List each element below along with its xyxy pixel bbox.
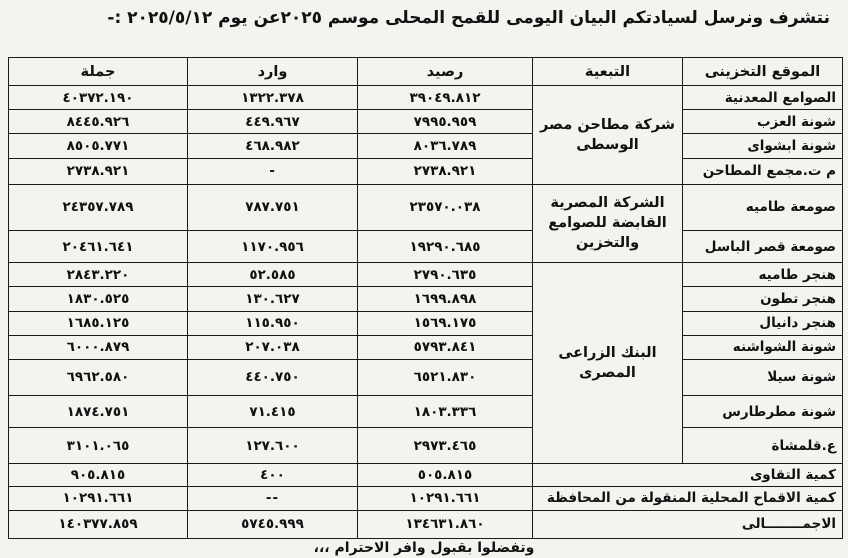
location-cell: هنجر تطون bbox=[683, 287, 843, 311]
wheat-report-table bbox=[8, 57, 843, 539]
incoming-cell: ٥٧٤٥.٩٩٩ bbox=[188, 510, 358, 538]
balance-cell: ٢٧٩٠.٦٣٥ bbox=[358, 263, 533, 287]
seeds-row bbox=[9, 464, 843, 486]
table-row bbox=[9, 158, 843, 184]
balance-cell: ١٣٤٦٣١.٨٦٠ bbox=[358, 510, 533, 538]
balance-cell: ٦٥٢١.٨٣٠ bbox=[358, 359, 533, 395]
grand-total-row bbox=[9, 510, 843, 538]
incoming-cell: ١١٧٠.٩٥٦ bbox=[188, 231, 358, 263]
balance-cell: ١٩٢٩٠.٦٨٥ bbox=[358, 231, 533, 263]
location-cell: الصوامع المعدنية bbox=[683, 86, 843, 110]
incoming-cell: - bbox=[188, 158, 358, 184]
col-header-total: جملة bbox=[9, 58, 188, 86]
total-cell: ٨٥٠٥.٧٧١ bbox=[9, 134, 188, 158]
balance-cell: ١٨٠٣.٣٣٦ bbox=[358, 396, 533, 428]
table-row bbox=[9, 396, 843, 428]
incoming-cell: ٤٤٩.٩٦٧ bbox=[188, 110, 358, 134]
incoming-cell: ٧٨٧.٧٥١ bbox=[188, 184, 358, 230]
col-header-balance: رصيد bbox=[358, 58, 533, 86]
total-cell: ٢٠٤٦١.٦٤١ bbox=[9, 231, 188, 263]
location-cell: هنجر دانيال bbox=[683, 311, 843, 335]
balance-cell: ٥٧٩٣.٨٤١ bbox=[358, 335, 533, 359]
total-cell: ٢٧٣٨.٩٢١ bbox=[9, 158, 188, 184]
balance-cell: ٢٧٣٨.٩٢١ bbox=[358, 158, 533, 184]
total-cell: ٨٤٤٥.٩٢٦ bbox=[9, 110, 188, 134]
total-cell: ٣١٠١.٠٦٥ bbox=[9, 428, 188, 464]
location-cell: شونة سيلا bbox=[683, 359, 843, 395]
affiliation-cell: شركة مطاحن مصر الوسطى bbox=[533, 86, 683, 185]
total-cell: ٩٠٥.٨١٥ bbox=[9, 464, 188, 486]
location-cell: شونة الشواشنه bbox=[683, 335, 843, 359]
balance-cell: ٢٣٥٧٠.٠٣٨ bbox=[358, 184, 533, 230]
location-cell: هنجر طاميه bbox=[683, 263, 843, 287]
incoming-cell: ٧١.٤١٥ bbox=[188, 396, 358, 428]
incoming-cell: ٥٢.٥٨٥ bbox=[188, 263, 358, 287]
total-cell: ٢٨٤٣.٢٢٠ bbox=[9, 263, 188, 287]
header-row bbox=[9, 58, 843, 86]
transferred-label: كمية الاقماح المحلية المنقولة من المحافظة bbox=[533, 486, 843, 510]
incoming-cell: ١١٥.٩٥٠ bbox=[188, 311, 358, 335]
incoming-cell: ١٢٧.٦٠٠ bbox=[188, 428, 358, 464]
col-header-affiliation: التبعية bbox=[533, 58, 683, 86]
table-row bbox=[9, 311, 843, 335]
closing-remark: وتفضلوا بقبول وافر الاحترام ،،، bbox=[313, 540, 535, 556]
location-cell: صومعة طاميه bbox=[683, 184, 843, 230]
grand-total-label: الاجمــــــــالى bbox=[533, 510, 843, 538]
incoming-cell: ٤٤٠.٧٥٠ bbox=[188, 359, 358, 395]
table-row bbox=[9, 335, 843, 359]
total-cell: ١٠٢٩١.٦٦١ bbox=[9, 486, 188, 510]
balance-cell: ٢٩٧٣.٤٦٥ bbox=[358, 428, 533, 464]
location-cell: ع.قلمشاة bbox=[683, 428, 843, 464]
balance-cell: ١٥٦٩.١٧٥ bbox=[358, 311, 533, 335]
balance-cell: ٨٠٣٦.٧٨٩ bbox=[358, 134, 533, 158]
location-cell: م ت.مجمع المطاحن bbox=[683, 158, 843, 184]
table-row bbox=[9, 110, 843, 134]
affiliation-cell: البنك الزراعى المصرى bbox=[533, 263, 683, 464]
balance-cell: ١٦٩٩.٨٩٨ bbox=[358, 287, 533, 311]
affiliation-cell: الشركة المصرية القابضة للصوامع والتخزين bbox=[533, 184, 683, 262]
col-header-location: الموقع التخزينى bbox=[683, 58, 843, 86]
location-cell: شونة العزب bbox=[683, 110, 843, 134]
table-row bbox=[9, 428, 843, 464]
incoming-cell: ٢٠٧.٠٣٨ bbox=[188, 335, 358, 359]
table-row bbox=[9, 287, 843, 311]
incoming-cell: ١٣٠.٦٢٧ bbox=[188, 287, 358, 311]
table-row bbox=[9, 184, 843, 230]
table-row bbox=[9, 134, 843, 158]
balance-cell: ٣٩٠٤٩.٨١٢ bbox=[358, 86, 533, 110]
balance-cell: ١٠٢٩١.٦٦١ bbox=[358, 486, 533, 510]
total-cell: ٤٠٣٧٢.١٩٠ bbox=[9, 86, 188, 110]
total-cell: ٢٤٣٥٧.٧٨٩ bbox=[9, 184, 188, 230]
incoming-cell: ٤٠٠ bbox=[188, 464, 358, 486]
balance-cell: ٧٩٩٥.٩٥٩ bbox=[358, 110, 533, 134]
total-cell: ١٨٧٤.٧٥١ bbox=[9, 396, 188, 428]
table-row bbox=[9, 359, 843, 395]
incoming-cell: ٤٦٨.٩٨٢ bbox=[188, 134, 358, 158]
balance-cell: ٥٠٥.٨١٥ bbox=[358, 464, 533, 486]
location-cell: صومعة قصر الباسل bbox=[683, 231, 843, 263]
total-cell: ١٦٨٥.١٢٥ bbox=[9, 311, 188, 335]
total-cell: ١٤٠٣٧٧.٨٥٩ bbox=[9, 510, 188, 538]
document-heading: نتشرف ونرسل لسيادتكم البيان اليومى للقمح المحلى موسم ٢٠٢٥عن يوم ٢٠٢٥/٥/١٢ :- bbox=[107, 8, 830, 28]
location-cell: شونة مطرطارس bbox=[683, 396, 843, 428]
total-cell: ٦٠٠٠.٨٧٩ bbox=[9, 335, 188, 359]
total-cell: ٦٩٦٢.٥٨٠ bbox=[9, 359, 188, 395]
incoming-cell: -- bbox=[188, 486, 358, 510]
total-cell: ١٨٣٠.٥٢٥ bbox=[9, 287, 188, 311]
transferred-row bbox=[9, 486, 843, 510]
incoming-cell: ١٣٢٢.٣٧٨ bbox=[188, 86, 358, 110]
table-row bbox=[9, 263, 843, 287]
location-cell: شونة ابشواى bbox=[683, 134, 843, 158]
seeds-label: كمية التقاوى bbox=[533, 464, 843, 486]
table-row bbox=[9, 231, 843, 263]
col-header-incoming: وارد bbox=[188, 58, 358, 86]
table-row bbox=[9, 86, 843, 110]
